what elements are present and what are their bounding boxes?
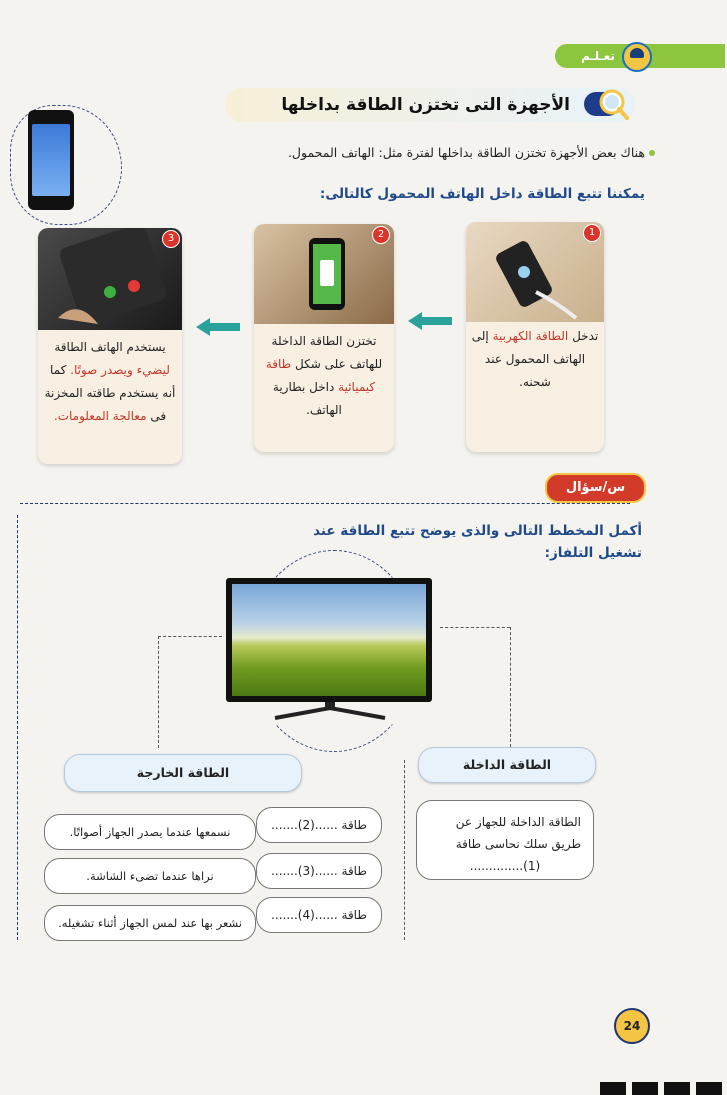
connector-line — [158, 636, 222, 637]
intro-bullet: هناك بعض الأجهزة تختزن الطاقة بداخلها لفترة مثل: الهاتف المحمول. — [250, 143, 645, 163]
energy-type-label: طاقة — [341, 818, 367, 832]
connector-line — [158, 636, 159, 748]
step-number-2: 2 — [372, 226, 390, 244]
learn-label: تعـلـم — [581, 49, 615, 63]
tv-screen — [232, 584, 426, 696]
student-avatar-icon — [622, 42, 652, 72]
energy-desc-box-4: نشعر بها عند لمس الجهاز أثناء تشغيله. — [44, 905, 256, 941]
page-number: 24 — [614, 1008, 650, 1044]
step-2-highlight: طاقة كيميائية — [265, 357, 376, 394]
blank-1: (1).............. — [469, 859, 541, 873]
step-text-3 — [42, 336, 178, 460]
internal-energy-text: الطاقة الداخلة للجهاز عن طريق سلك نحاسى طاقة — [455, 815, 581, 851]
section-title: الأجهزة التى تختزن الطاقة بداخلها — [281, 95, 570, 115]
track-heading: يمكننا تتبع الطاقة داخل الهاتف المحمول كالتالى: — [319, 186, 645, 202]
step-3-line1: يستخدم الهاتف الطاقة — [54, 340, 166, 354]
question-tag: س/سؤال — [545, 473, 646, 503]
bottom-decoration — [600, 1082, 727, 1095]
step-1-line1: تدخل — [572, 329, 599, 343]
internal-energy-box — [416, 800, 594, 880]
blank-2: ......(2)....... — [271, 818, 338, 832]
internal-energy-label: الطاقة الداخلة — [418, 747, 596, 783]
step-3-highlight: ليضيء ويصدر صوتًا. — [70, 363, 170, 377]
step-2-line1: تختزن الطاقة الداخلة للهاتف على شكل — [271, 334, 383, 371]
step-number-1: 1 — [583, 224, 601, 242]
external-energy-label: الطاقة الخارجة — [64, 754, 302, 792]
connector-line — [510, 627, 511, 747]
question-prompt: أكمل المخطط التالى والذى يوضح تتبع الطاقة عند تشغيل التلفاز: — [313, 523, 642, 561]
step-1-line2: إلى الهاتف المحمول عند شحنه. — [471, 329, 586, 389]
energy-desc-box-3: نراها عندما تضىء الشاشة. — [44, 858, 256, 894]
energy-type-label: طاقة — [341, 908, 367, 922]
energy-type-box-4 — [256, 897, 382, 933]
step-3-highlight2: معالجة المعلومات. — [53, 409, 147, 423]
tv-stand — [270, 702, 390, 720]
step-2-line2: داخل بطارية الهاتف. — [272, 380, 342, 417]
step-image-calling — [38, 228, 182, 330]
step-3-line2: كما أنه يستخدم طاقته المخزنة فى — [44, 363, 176, 423]
phone-screen — [32, 124, 70, 196]
energy-type-label: طاقة — [341, 864, 367, 878]
question-divider — [20, 503, 630, 504]
divider-line — [404, 760, 405, 940]
step-number-3: 3 — [162, 230, 180, 248]
step-text-2 — [258, 330, 390, 448]
step-1-highlight: الطاقة الكهربية — [492, 329, 569, 343]
question-left-border — [17, 515, 18, 940]
arrow-left-icon — [408, 312, 452, 330]
magnifier-icon — [582, 84, 630, 124]
step-text-1 — [470, 325, 600, 445]
energy-type-box-3 — [256, 853, 382, 889]
arrow-left-icon — [196, 318, 240, 336]
energy-desc-box-2: نسمعها عندما يصدر الجهاز أصواتًا. — [44, 814, 256, 850]
blank-3: ......(3)....... — [271, 864, 338, 878]
connector-line — [440, 627, 510, 628]
blank-4: ......(4)....... — [271, 908, 338, 922]
energy-type-box-2 — [256, 807, 382, 843]
